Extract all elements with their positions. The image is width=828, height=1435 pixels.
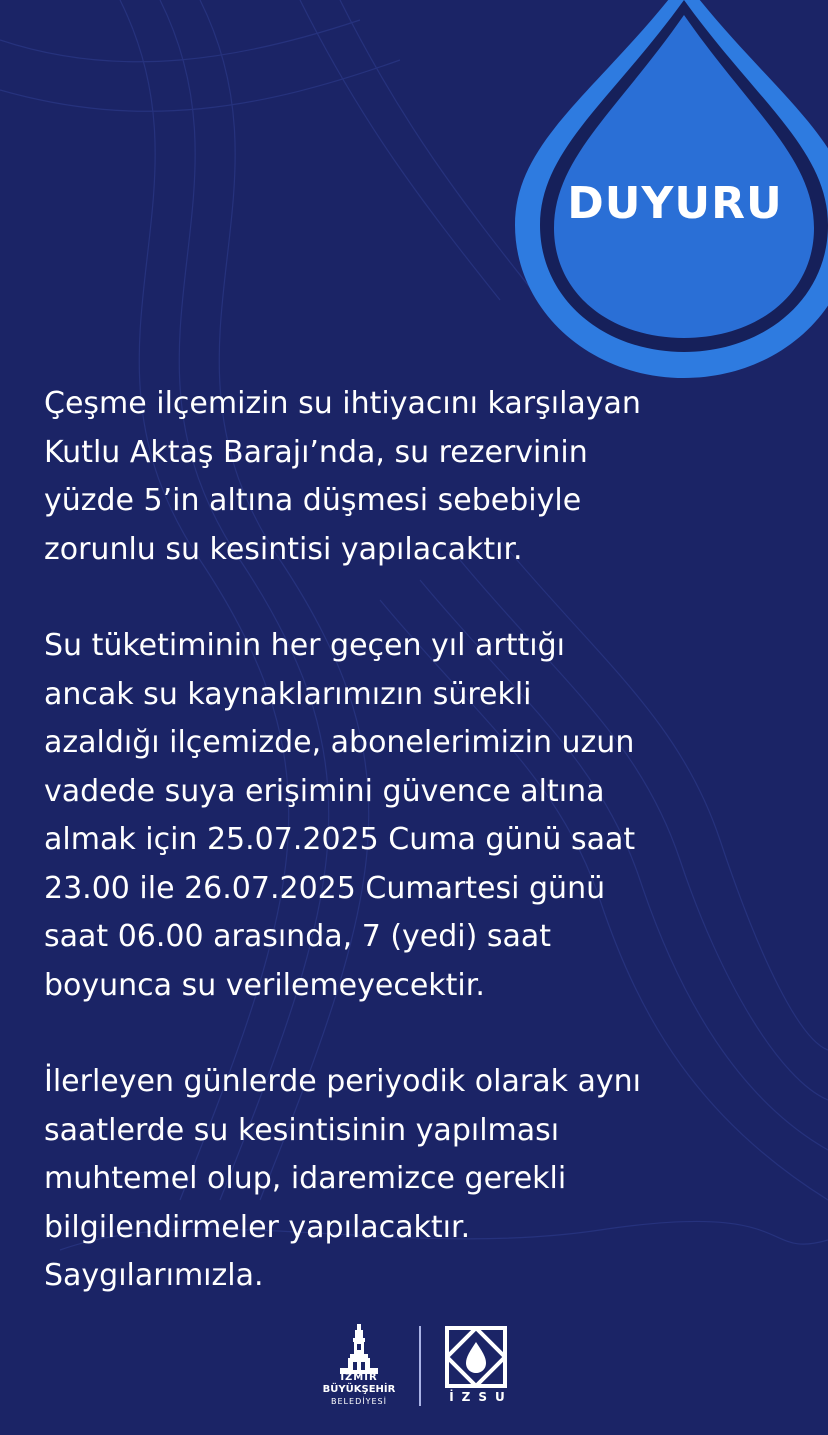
clock-tower-icon xyxy=(336,1324,382,1374)
text-line: yüzde 5’in altına düşmesi sebebiyle xyxy=(44,483,582,518)
text-line: boyunca su verilemeyecektir. xyxy=(44,967,485,1003)
text-line: Su tüketiminin her geçen yıl arttığı xyxy=(44,628,565,663)
text-line: bilgilendirmeler yapılacaktır. xyxy=(44,1209,471,1245)
text-line: azaldığı ilçemizde, abonelerimizin uzun xyxy=(44,725,635,760)
ibb-logo-text xyxy=(306,1372,412,1408)
announcement-body xyxy=(44,380,804,1301)
izsu-label: İZSU xyxy=(449,1390,513,1404)
text-line: almak için 25.07.2025 Cuma günü saat xyxy=(44,822,636,857)
paragraph-3 xyxy=(44,1058,804,1301)
text-line: Saygılarımızla. xyxy=(44,1258,264,1293)
announcement-title: DUYURU xyxy=(567,178,783,229)
text-line: vadede suya erişimini güvence altına xyxy=(44,773,605,809)
paragraph-2 xyxy=(44,622,804,1010)
logo-divider xyxy=(419,1326,421,1406)
ibb-line-2: BÜYÜKŞEHİR xyxy=(322,1384,396,1395)
water-drop-logo-icon xyxy=(445,1326,507,1388)
paragraph-1 xyxy=(44,380,804,574)
text-line: İlerleyen günlerde periyodik olarak aynı xyxy=(44,1064,641,1099)
text-line: saat 06.00 arasında, 7 (yedi) saat xyxy=(44,919,552,954)
text-line: saatlerde su kesintisinin yapılması xyxy=(44,1112,560,1148)
ibb-line-3: BELEDİYESİ xyxy=(331,1397,387,1406)
text-line: Çeşme ilçemizin su ihtiyacını karşılayan xyxy=(44,386,641,421)
text-line: Kutlu Aktaş Barajı’nda, su rezervinin xyxy=(44,434,588,470)
text-line: muhtemel olup, idaremizce gerekli xyxy=(44,1161,567,1196)
ibb-line-1: İZMİR xyxy=(340,1372,378,1383)
text-line: zorunlu su kesintisi yapılacaktır. xyxy=(44,531,523,567)
text-line: 23.00 ile 26.07.2025 Cumartesi günü xyxy=(44,870,606,906)
text-line: ancak su kaynaklarımızın sürekli xyxy=(44,676,532,712)
